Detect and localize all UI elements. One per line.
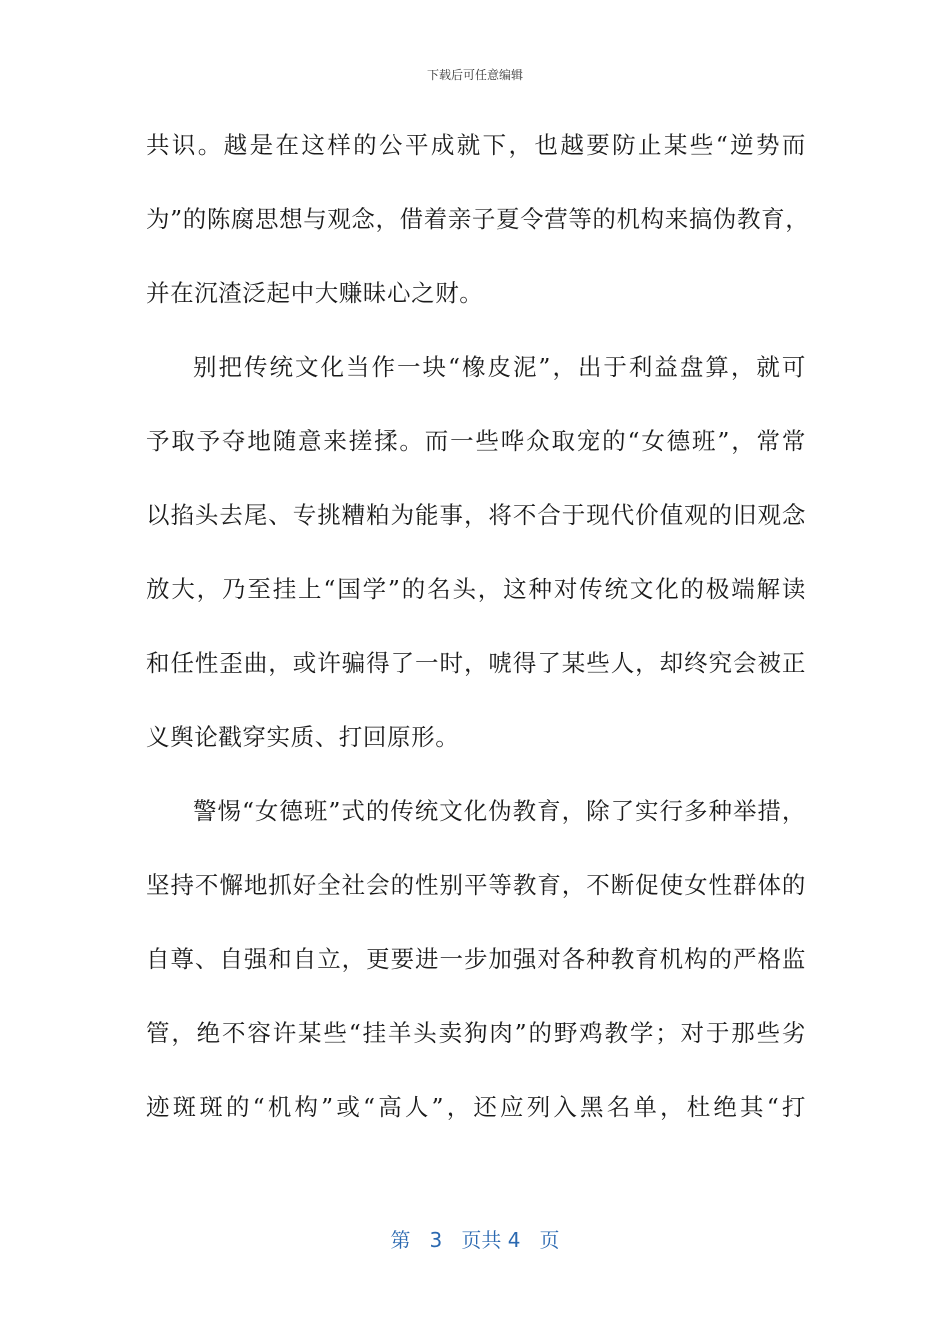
paragraph-line: 共识。越是在这样的公平成就下，也越要防止某些“逆势而 [146,131,806,159]
paragraph-line: 义舆论戳穿实质、打回原形。 [146,723,460,751]
paragraph-line: 坚持不懈地抓好全社会的性别平等教育，不断促使女性群体的 [146,871,806,899]
paragraph-line: 予取予夺地随意来搓揉。而一些哗众取宠的“女德班”，常常 [146,427,806,455]
footer-middle: 页共 [461,1228,502,1252]
paragraph-line: 管，绝不容许某些“挂羊头卖狗肉”的野鸡教学；对于那些劣 [146,1019,806,1047]
total-page-count: 4 [507,1228,521,1252]
paragraph-line: 自尊、自强和自立，更要进一步加强对各种教育机构的严格监 [146,945,806,973]
paragraph-line: 为”的陈腐思想与观念，借着亲子夏令营等的机构来搞伪教育， [146,205,810,233]
paragraph-line: 别把传统文化当作一块“橡皮泥”，出于利益盘算，就可 [193,353,806,381]
paragraph-line: 和任性歪曲，或许骗得了一时，唬得了某些人，却终究会被正 [146,649,806,677]
page-footer [0,1224,950,1253]
paragraph-line: 并在沉渣泛起中大赚昧心之财。 [146,279,484,307]
document-body [146,120,810,1156]
footer-prefix: 第 [390,1228,411,1252]
paragraph-line: 警惕“女德班”式的传统文化伪教育，除了实行多种举措， [193,797,806,825]
footer-suffix: 页 [539,1228,560,1252]
current-page-number: 3 [429,1228,443,1252]
paragraph-line: 放大，乃至挂上“国学”的名头，这种对传统文化的极端解读 [146,575,806,603]
paragraph-line: 以掐头去尾、专挑糟粕为能事，将不合于现代价值观的旧观念 [146,501,806,529]
paragraph-line: 迹斑斑的“机构”或“高人”，还应列入黑名单，杜绝其“打 [146,1093,806,1121]
page-header-note: 下载后可任意编辑 [426,68,523,82]
